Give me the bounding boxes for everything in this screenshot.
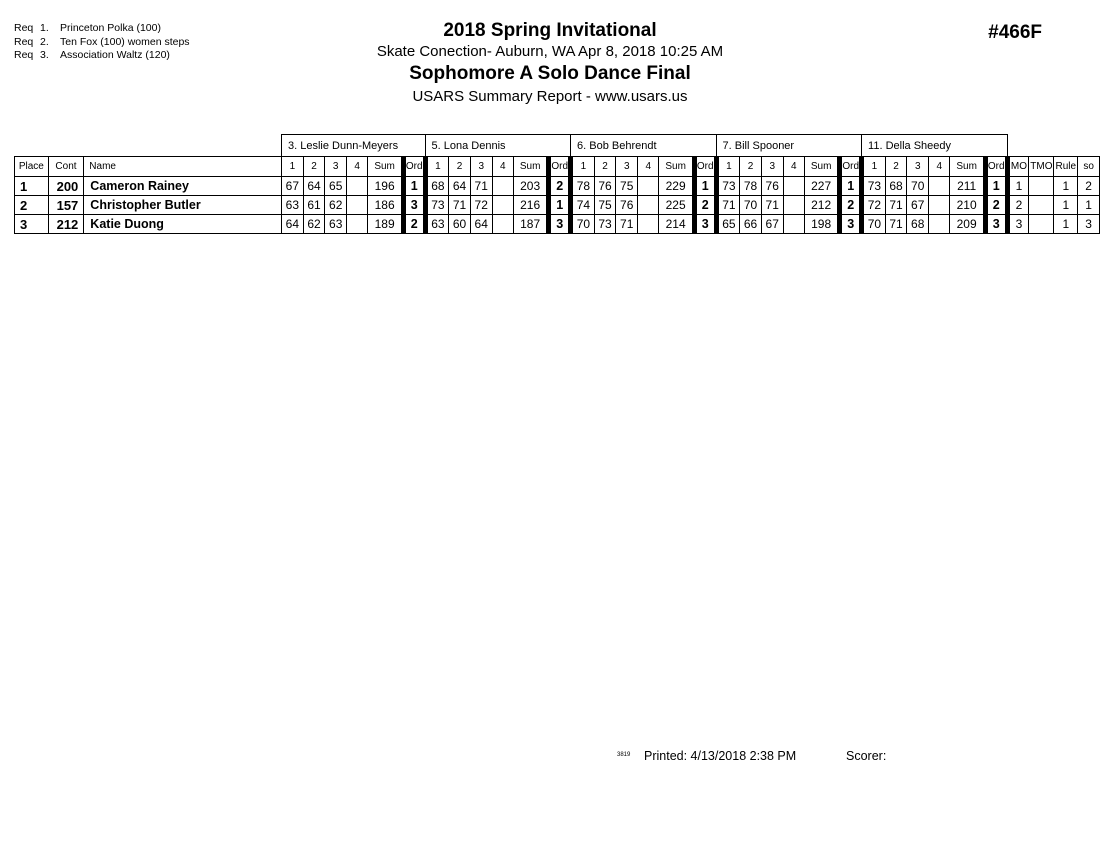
- row-judge1-ordinal: 1: [403, 177, 425, 196]
- col-header-place: Place: [15, 157, 49, 177]
- row-place: 2: [15, 196, 49, 215]
- row-judge5-score1: 73: [862, 177, 886, 196]
- row-judge2-score2: 64: [449, 177, 471, 196]
- judge-header-2: 5. Lona Dennis: [425, 135, 571, 157]
- requirement-tag: Req: [14, 35, 34, 48]
- row-judge4-score2: 78: [740, 177, 762, 196]
- col-header-judge5-score4: 4: [929, 157, 950, 177]
- col-header-judge4-score1: 1: [716, 157, 740, 177]
- row-judge2-score3: 71: [470, 177, 492, 196]
- row-so: 2: [1078, 177, 1100, 196]
- row-judge2-score2: 60: [449, 215, 471, 234]
- row-so: 1: [1078, 196, 1100, 215]
- row-judge2-score1: 73: [425, 196, 449, 215]
- row-judge5-score3: 70: [907, 177, 929, 196]
- row-judge4-score3: 67: [761, 215, 783, 234]
- col-header-judge5-ord: Ord: [985, 157, 1007, 177]
- row-judge2-score3: 64: [470, 215, 492, 234]
- spacer-cell: [1029, 135, 1054, 157]
- row-rule: 1: [1054, 215, 1078, 234]
- row-judge1-score3: 63: [325, 215, 347, 234]
- event-title: 2018 Spring Invitational: [443, 20, 657, 41]
- row-judge4-score3: 71: [761, 196, 783, 215]
- row-mo: 1: [1007, 177, 1029, 196]
- row-judge3-ordinal: 2: [694, 196, 716, 215]
- row-mo: 3: [1007, 215, 1029, 234]
- row-judge4-score4: [783, 177, 804, 196]
- row-place: 1: [15, 177, 49, 196]
- col-header-judge2-sum: Sum: [513, 157, 548, 177]
- requirement-number: 1.: [40, 22, 49, 34]
- score-table-container: [14, 134, 1100, 234]
- requirement-text: Association Waltz (120): [60, 49, 170, 61]
- col-header-judge1-sum: Sum: [368, 157, 403, 177]
- row-judge5-ordinal: 1: [985, 177, 1007, 196]
- requirement-text: Ten Fox (100) women steps: [60, 35, 190, 48]
- row-judge5-ordinal: 3: [985, 215, 1007, 234]
- col-header-judge1-score1: 1: [282, 157, 304, 177]
- col-header-judge4-score3: 3: [761, 157, 783, 177]
- spacer-cell: [15, 135, 49, 157]
- col-header-mo: MO: [1007, 157, 1029, 177]
- col-header-judge2-score1: 1: [425, 157, 449, 177]
- row-judge4-score1: 65: [716, 215, 740, 234]
- row-judge5-score4: [929, 196, 950, 215]
- row-judge3-score2: 73: [594, 215, 616, 234]
- row-contestant-number: 212: [48, 215, 84, 234]
- row-judge1-score4: [347, 177, 368, 196]
- row-judge5-score1: 70: [862, 215, 886, 234]
- row-mo: 2: [1007, 196, 1029, 215]
- row-judge5-score4: [929, 177, 950, 196]
- row-judge3-score2: 76: [594, 177, 616, 196]
- col-header-judge5-score2: 2: [885, 157, 907, 177]
- row-judge2-sum: 203: [513, 177, 548, 196]
- row-judge3-score3: 71: [616, 215, 638, 234]
- row-tmo: [1029, 215, 1054, 234]
- col-header-judge4-ord: Ord: [840, 157, 862, 177]
- table-row: [15, 196, 1100, 215]
- row-judge3-score4: [638, 177, 659, 196]
- row-judge1-score1: 63: [282, 196, 304, 215]
- row-judge1-sum: 196: [368, 177, 403, 196]
- row-contestant-number: 157: [48, 196, 84, 215]
- row-judge2-score3: 72: [470, 196, 492, 215]
- row-judge5-score2: 71: [885, 196, 907, 215]
- row-contestant-number: 200: [48, 177, 84, 196]
- col-header-judge5-sum: Sum: [950, 157, 985, 177]
- col-header-judge2-score2: 2: [449, 157, 471, 177]
- row-judge4-ordinal: 1: [840, 177, 862, 196]
- row-judge1-score2: 64: [303, 177, 325, 196]
- row-judge1-score2: 61: [303, 196, 325, 215]
- scorer-label: Scorer:: [846, 749, 887, 763]
- col-header-judge2-score4: 4: [492, 157, 513, 177]
- col-header-judge3-score3: 3: [616, 157, 638, 177]
- row-judge3-score1: 74: [571, 196, 595, 215]
- row-tmo: [1029, 196, 1054, 215]
- row-so: 3: [1078, 215, 1100, 234]
- row-judge4-sum: 227: [804, 177, 839, 196]
- row-judge5-sum: 211: [950, 177, 985, 196]
- spacer-cell: [84, 135, 282, 157]
- row-judge4-score2: 66: [740, 215, 762, 234]
- row-judge1-sum: 186: [368, 196, 403, 215]
- category-title: Sophomore A Solo Dance Final: [409, 63, 691, 84]
- row-judge1-score3: 62: [325, 196, 347, 215]
- row-judge4-score2: 70: [740, 196, 762, 215]
- row-tmo: [1029, 177, 1054, 196]
- row-judge3-score3: 76: [616, 196, 638, 215]
- row-judge3-score3: 75: [616, 177, 638, 196]
- row-skater-name: Cameron Rainey: [84, 177, 282, 196]
- col-header-judge2-score3: 3: [470, 157, 492, 177]
- row-judge1-score2: 62: [303, 215, 325, 234]
- row-judge4-ordinal: 3: [840, 215, 862, 234]
- row-judge3-sum: 229: [659, 177, 694, 196]
- col-header-judge3-score1: 1: [571, 157, 595, 177]
- row-judge4-score4: [783, 196, 804, 215]
- row-judge1-score4: [347, 215, 368, 234]
- row-judge2-score4: [492, 215, 513, 234]
- col-header-judge4-score4: 4: [783, 157, 804, 177]
- row-judge1-ordinal: 3: [403, 196, 425, 215]
- col-header-rule: Rule: [1054, 157, 1078, 177]
- report-header: [0, 20, 1100, 108]
- spacer-cell: [1007, 135, 1029, 157]
- col-header-judge5-score3: 3: [907, 157, 929, 177]
- judge-header-4: 7. Bill Spooner: [716, 135, 862, 157]
- row-judge2-score4: [492, 177, 513, 196]
- row-judge5-score4: [929, 215, 950, 234]
- col-header-judge1-score2: 2: [303, 157, 325, 177]
- row-judge5-sum: 210: [950, 196, 985, 215]
- venue-datetime-line: Skate Conection- Auburn, WA Apr 8, 2018 10:25 AM: [376, 43, 724, 60]
- requirement-tag: Req: [14, 49, 34, 61]
- table-row: [15, 215, 1100, 234]
- row-judge1-score4: [347, 196, 368, 215]
- row-judge3-ordinal: 1: [694, 177, 716, 196]
- row-judge4-score1: 71: [716, 196, 740, 215]
- row-judge2-ordinal: 3: [549, 215, 571, 234]
- row-judge3-score1: 78: [571, 177, 595, 196]
- col-header-judge3-score4: 4: [638, 157, 659, 177]
- row-judge2-score4: [492, 196, 513, 215]
- judge-header-5: 11. Della Sheedy: [862, 135, 1008, 157]
- requirement-number: 3.: [40, 49, 49, 61]
- row-rule: 1: [1054, 177, 1078, 196]
- row-judge1-score3: 65: [325, 177, 347, 196]
- printed-timestamp: Printed: 4/13/2018 2:38 PM: [644, 749, 797, 763]
- score-table: [14, 134, 1100, 234]
- row-judge5-ordinal: 2: [985, 196, 1007, 215]
- row-judge3-score4: [638, 215, 659, 234]
- row-judge4-sum: 212: [804, 196, 839, 215]
- row-judge2-ordinal: 1: [549, 196, 571, 215]
- col-header-judge2-ord: Ord: [549, 157, 571, 177]
- row-judge4-score3: 76: [761, 177, 783, 196]
- row-judge5-score2: 71: [885, 215, 907, 234]
- row-skater-name: Christopher Butler: [84, 196, 282, 215]
- col-header-judge4-score2: 2: [740, 157, 762, 177]
- row-judge2-score1: 63: [425, 215, 449, 234]
- row-judge5-score3: 67: [907, 196, 929, 215]
- row-judge2-sum: 187: [513, 215, 548, 234]
- col-header-name: Name: [84, 157, 282, 177]
- spacer-cell: [1054, 135, 1078, 157]
- row-judge3-sum: 214: [659, 215, 694, 234]
- col-header-judge3-score2: 2: [594, 157, 616, 177]
- judge-header-1: 3. Leslie Dunn-Meyers: [282, 135, 426, 157]
- col-header-judge5-score1: 1: [862, 157, 886, 177]
- row-judge2-score2: 71: [449, 196, 471, 215]
- spacer-cell: [1078, 135, 1100, 157]
- row-judge5-score1: 72: [862, 196, 886, 215]
- row-judge2-ordinal: 2: [549, 177, 571, 196]
- row-judge1-score1: 67: [282, 177, 304, 196]
- row-judge5-score2: 68: [885, 177, 907, 196]
- col-header-judge1-score3: 3: [325, 157, 347, 177]
- row-judge2-score1: 68: [425, 177, 449, 196]
- requirement-text: Princeton Polka (100): [60, 22, 161, 34]
- row-judge1-score1: 64: [282, 215, 304, 234]
- report-source-line: USARS Summary Report - www.usars.us: [412, 88, 688, 105]
- col-header-tmo: TMO: [1029, 157, 1054, 177]
- requirement-number: 2.: [40, 35, 49, 48]
- col-header-judge1-score4: 4: [347, 157, 368, 177]
- col-header-judge3-sum: Sum: [659, 157, 694, 177]
- col-header-judge4-sum: Sum: [804, 157, 839, 177]
- row-judge2-sum: 216: [513, 196, 548, 215]
- judge-banner-row: [15, 135, 1100, 157]
- row-judge5-score3: 68: [907, 215, 929, 234]
- row-judge1-ordinal: 2: [403, 215, 425, 234]
- column-header-row: [15, 157, 1100, 177]
- document-serial: 3819: [617, 752, 631, 758]
- row-judge4-score1: 73: [716, 177, 740, 196]
- col-header-so: so: [1078, 157, 1100, 177]
- judge-header-3: 6. Bob Behrendt: [571, 135, 717, 157]
- row-judge4-sum: 198: [804, 215, 839, 234]
- requirement-tag: Req: [14, 22, 34, 34]
- row-judge1-sum: 189: [368, 215, 403, 234]
- event-code: #466F: [988, 22, 1042, 43]
- row-judge3-ordinal: 3: [694, 215, 716, 234]
- row-judge3-score2: 75: [594, 196, 616, 215]
- row-skater-name: Katie Duong: [84, 215, 282, 234]
- col-header-cont: Cont: [48, 157, 84, 177]
- row-place: 3: [15, 215, 49, 234]
- row-judge5-sum: 209: [950, 215, 985, 234]
- row-judge3-sum: 225: [659, 196, 694, 215]
- row-rule: 1: [1054, 196, 1078, 215]
- row-judge4-ordinal: 2: [840, 196, 862, 215]
- row-judge4-score4: [783, 215, 804, 234]
- row-judge3-score4: [638, 196, 659, 215]
- spacer-cell: [48, 135, 84, 157]
- col-header-judge1-ord: Ord: [403, 157, 425, 177]
- col-header-judge3-ord: Ord: [694, 157, 716, 177]
- table-row: [15, 177, 1100, 196]
- row-judge3-score1: 70: [571, 215, 595, 234]
